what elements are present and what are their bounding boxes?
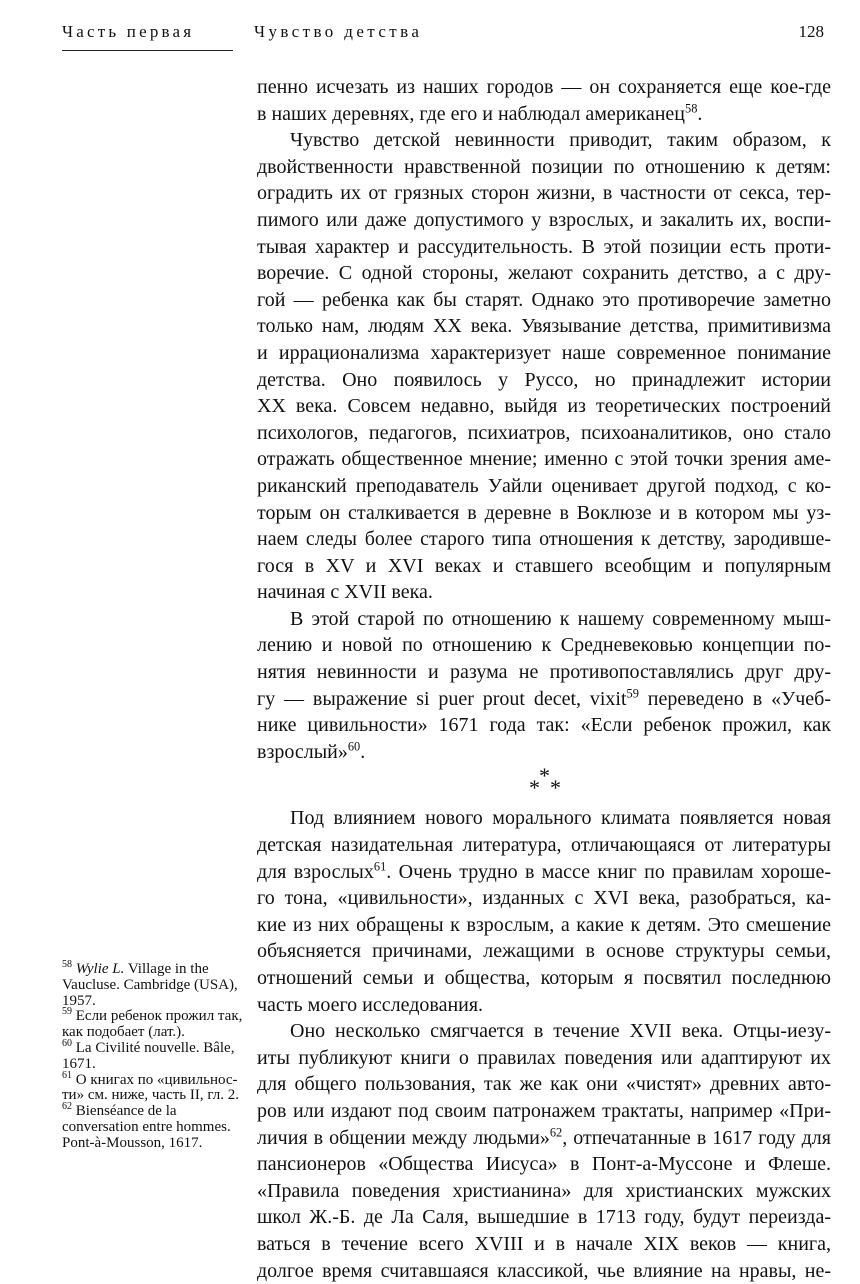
text-line: детства. Оно появилось у Руссо, но принадлежит истории: [257, 368, 831, 391]
footnote-ref-61[interactable]: 61: [373, 858, 387, 873]
text-line: Под влиянием нового морального климата появляется новая: [290, 807, 831, 830]
section-asterism: [257, 765, 831, 805]
footnote-ref-62[interactable]: 62: [549, 1124, 563, 1139]
text-line: нятия невинности и разума не противопоставлялись друг дру-: [257, 661, 831, 684]
footnote-line: conversation entre hommes.: [62, 1118, 231, 1135]
text-line: В этой старой по отношению к нашему современному мыш-: [290, 607, 831, 630]
footnote-text: О книгах по «цивильнос-: [75, 1071, 238, 1088]
footnote-59: [62, 1006, 243, 1025]
footnote-text: Если ребенок прожил так,: [75, 1008, 243, 1025]
page-number: 128: [798, 22, 824, 41]
text-line: пансионеров «Общества Иисуса» в Понт-а-Муссоне и Флеше.: [257, 1153, 831, 1176]
text-line: долгое время считавшаяся классикой, чье влияние на нравы, не-: [257, 1259, 831, 1282]
footnote-ref-60[interactable]: 60: [347, 739, 361, 754]
header-part-title: Часть первая: [62, 22, 195, 41]
text-line: [257, 101, 831, 128]
text-line: начиная с XVII века.: [257, 581, 433, 604]
text-line: только нам, людям XX века. Увязывание детства, примитивизма: [257, 315, 831, 338]
footnote-ref-58[interactable]: 58: [685, 100, 698, 115]
asterisk: *: [539, 763, 550, 789]
footnotes: [62, 959, 243, 1152]
footnote-number: 58: [62, 959, 72, 970]
text-line: го тона, «цивильности», изданных с XVI века, разобраться, ка-: [257, 887, 831, 910]
text-fragment: взрослый»: [257, 740, 348, 763]
text-line: воречие. С одной стороны, желают сохранить детство, а с дру-: [257, 262, 831, 285]
footnote-line: Vaucluse. Cambridge (USA),: [62, 976, 238, 993]
text-line: и иррационализма характеризует наше современное понимание: [257, 341, 831, 364]
text-line: наем следы более старого типа отношения к детству, зародивше-: [257, 528, 831, 551]
text-line: пимого или даже допустимого у взрослых, и закалить их, воспи-: [257, 208, 831, 231]
text-line: отражать общественное мнение; именно с этой точки зрения аме-: [257, 448, 831, 471]
header-chapter-title: Чувство детства: [254, 22, 423, 41]
text-line: ваться в течение всего XVIII и в начале XIX веков — книга,: [257, 1232, 831, 1255]
text-fragment: .: [697, 102, 703, 125]
footnote-61: [62, 1069, 238, 1089]
text-line: [257, 739, 831, 766]
text-line: объясняется причинами, лежащими в основе структуры семьи,: [257, 940, 831, 963]
text-line: гося в XV и XVI веках и ставшего всеобщим и популярным: [257, 554, 831, 577]
text-line: ров или издают под своим патронажем трактаты, например «При-: [257, 1099, 831, 1122]
text-line: оградить их от грязных сторон жизни, в частности от секса, тер-: [257, 182, 831, 205]
text-line: иты публикуют книги о правилах поведения или адаптируют их: [257, 1046, 831, 1069]
text-line: кие из них обращены к взрослым, а какие к детям. Это смешение: [257, 913, 831, 936]
text-fragment: переведено в «Учеб-: [638, 687, 831, 710]
text-line: пенно исчезать из наших городов — он сохраняется еще кое-где: [257, 76, 831, 98]
text-line: отношений семьи и общества, которым я посвятил последнюю: [257, 967, 831, 989]
footnote-number: 59: [62, 1006, 72, 1018]
asterisk: *: [550, 775, 561, 801]
text-line: риканский преподаватель Уайли оценивает другой подход, с ко-: [257, 474, 831, 497]
header-divider: [62, 50, 233, 51]
footnote-text: La Civilité nouvelle. Bâle,: [75, 1039, 235, 1056]
text-fragment: личия в общении между людьми»: [257, 1126, 550, 1149]
asterisk: *: [529, 775, 540, 801]
text-line: для общего пользования, так же как они «чистят» древних авто-: [257, 1073, 831, 1096]
text-line: нике цивильности» 1671 года так: «Если ребенок прожил, как: [257, 714, 831, 737]
text-line: [257, 859, 831, 886]
text-line: часть моего исследования.: [257, 993, 484, 1016]
text-line: торым он сталкивается в деревне в Воклюзе и в котором мы уз-: [257, 501, 831, 524]
text-line: детская назидательная литература, отличающаяся от литературы: [257, 834, 831, 857]
footnote-line: ти» см. ниже, часть II, гл. 2.: [62, 1087, 239, 1104]
footnote-ref-59[interactable]: 59: [626, 686, 639, 700]
text-line: психологов, педагогов, психиатров, психоаналитиков, оно стало: [257, 421, 831, 444]
text-fragment: . Очень трудно в массе книг по правилам хороше-: [386, 860, 831, 883]
text-line: лению и новой по отношению к Средневековью концепции по-: [257, 634, 831, 657]
text-line: двойственности нравственной позиции по отношению к детям:: [257, 155, 831, 178]
footnote-60: [62, 1037, 237, 1057]
footnote-line: как подобает (лат.).: [62, 1024, 185, 1041]
text-line: тывая характер и рассудительность. В этой позиции есть проти-: [257, 235, 831, 258]
text-line: XX века. Совсем недавно, выйдя из теоретических построений: [257, 395, 831, 418]
footnote-line: 1671.: [62, 1055, 96, 1072]
text-fragment: , отпечатанные в 1617 году для: [562, 1126, 831, 1149]
text-line: школ Ж.-Б. де Ла Саля, вышедшие в 1713 году, будут переизда-: [257, 1206, 831, 1229]
text-line: гой — ребенка как бы старят. Однако это противоречие заметно: [257, 288, 831, 311]
footnote-line: 1957.: [62, 992, 96, 1009]
text-line: [257, 686, 831, 713]
text-line: [257, 1125, 831, 1152]
footnote-58: [62, 959, 237, 978]
footnote-text: Bienséance de la: [75, 1103, 177, 1120]
footnote-text: Village in the: [124, 961, 209, 977]
footnote-62: [62, 1101, 237, 1120]
footnote-number: 61: [62, 1069, 72, 1081]
main-text: [257, 74, 831, 1284]
footnote-number: 60: [62, 1037, 72, 1049]
text-line: «Правила поведения христианина» для христианских мужских: [257, 1179, 831, 1202]
running-header: [62, 22, 824, 50]
text-fragment: .: [360, 740, 366, 763]
footnote-number: 62: [62, 1101, 72, 1113]
text-fragment: гу — выражение si puer prout decet, vixit: [257, 687, 627, 710]
text-line: Оно несколько смягчается в течение XVII века. Отцы-иезу-: [290, 1020, 831, 1043]
footnote-author: Wylie L.: [75, 961, 125, 977]
text-line: Чувство детской невинности приводит, таким образом, к: [290, 129, 831, 152]
text-fragment: для взрослых: [257, 860, 374, 883]
text-fragment: в наших деревнях, где его и наблюдал американец: [257, 102, 686, 125]
footnote-line: Pont-à-Mousson, 1617.: [62, 1134, 203, 1151]
